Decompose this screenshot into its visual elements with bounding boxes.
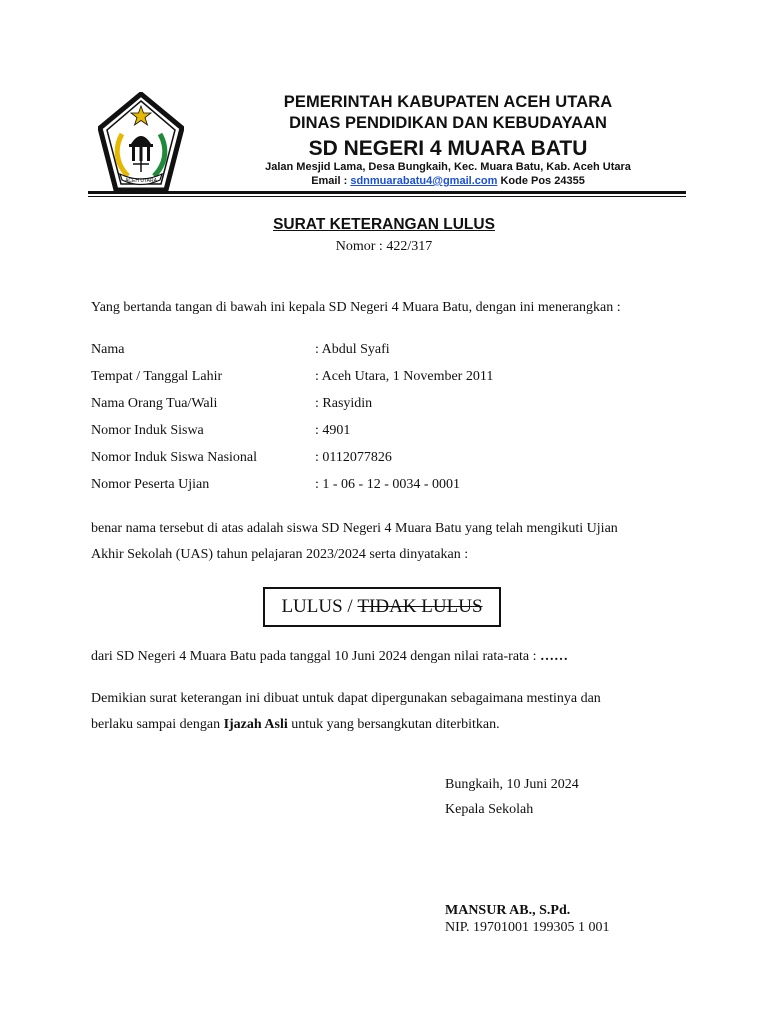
closing-line-1: Demikian surat keterangan ini dibuat untuk dapat dipergunakan sebagaimana mestinya dan <box>91 691 601 706</box>
result-box <box>263 587 501 627</box>
field-value-name: : Abdul Syafi <box>315 342 390 357</box>
field-value-parent: : Rasyidin <box>315 396 373 411</box>
field-label-parent: Nama Orang Tua/Wali <box>91 396 218 411</box>
field-value-birth: : Aceh Utara, 1 November 2011 <box>315 369 494 384</box>
field-value-nis: : 4901 <box>315 423 351 438</box>
field-value-exam-number: : 1 - 06 - 12 - 0034 - 0001 <box>315 477 461 492</box>
field-label-nis: Nomor Induk Siswa <box>91 423 204 438</box>
intro-paragraph: Yang bertanda tangan di bawah ini kepala SD Negeri 4 Muara Batu, dengan ini menerangkan : <box>91 300 621 315</box>
statement-line-1: benar nama tersebut di atas adalah siswa SD Negeri 4 Muara Batu yang telah mengikuti Ujian <box>91 521 618 536</box>
closing-line-2-bold: Ijazah Asli <box>223 717 288 732</box>
letterhead-school-name: SD NEGERI 4 MUARA BATU <box>308 137 588 160</box>
field-label-nisn: Nomor Induk Siswa Nasional <box>91 450 258 465</box>
signature-name: MANSUR AB., S.Pd. <box>445 903 571 918</box>
document-title: SURAT KETERANGAN LULUS <box>273 216 495 233</box>
result-pass: LULUS / <box>281 596 353 617</box>
school-emblem-logo <box>98 92 184 192</box>
result-date-text: dari SD Negeri 4 Muara Batu pada tanggal 10 Juni 2024 dengan nilai rata-rata : <box>91 649 537 664</box>
email-prefix: Email : <box>311 175 348 187</box>
signature-role: Kepala Sekolah <box>445 802 534 817</box>
signature-nip: NIP. 19701001 199305 1 001 <box>445 920 610 935</box>
closing-line-2-post: untuk yang bersangkutan diterbitkan. <box>291 717 500 732</box>
document-number: Nomor : 422/317 <box>335 239 433 254</box>
result-fail-struck: TIDAK LULUS <box>357 596 483 617</box>
field-label-birth: Tempat / Tanggal Lahir <box>91 369 223 384</box>
closing-line-2 <box>91 712 681 738</box>
field-value-nisn: : 0112077826 <box>315 450 392 465</box>
closing-paragraph <box>91 686 681 738</box>
emblem-ribbon-text: ACEH UTARA <box>125 178 157 184</box>
result-date-line <box>91 644 568 670</box>
field-label-name: Nama <box>91 342 125 357</box>
letterhead-contact <box>248 175 648 187</box>
letterhead-divider-thick <box>88 191 686 194</box>
statement-line-2: Akhir Sekolah (UAS) tahun pelajaran 2023/2024 serta dinyatakan : <box>91 547 469 562</box>
postal-code: Kode Pos 24355 <box>500 175 585 187</box>
letterhead-government: PEMERINTAH KABUPATEN ACEH UTARA <box>283 93 613 111</box>
field-label-exam-number: Nomor Peserta Ujian <box>91 477 210 492</box>
letterhead-department: DINAS PENDIDIKAN DAN KEBUDAYAAN <box>289 114 607 132</box>
average-score: …… <box>540 649 569 664</box>
letterhead-address: Jalan Mesjid Lama, Desa Bungkaih, Kec. Muara Batu, Kab. Aceh Utara <box>265 161 631 173</box>
letterhead-divider-thin <box>88 196 686 197</box>
email-link[interactable]: sdnmuarabatu4@gmail.com <box>350 175 498 187</box>
signature-place-date: Bungkaih, 10 Juni 2024 <box>445 777 579 792</box>
closing-line-2-pre: berlaku sampai dengan <box>91 717 221 732</box>
statement-paragraph <box>91 516 681 568</box>
